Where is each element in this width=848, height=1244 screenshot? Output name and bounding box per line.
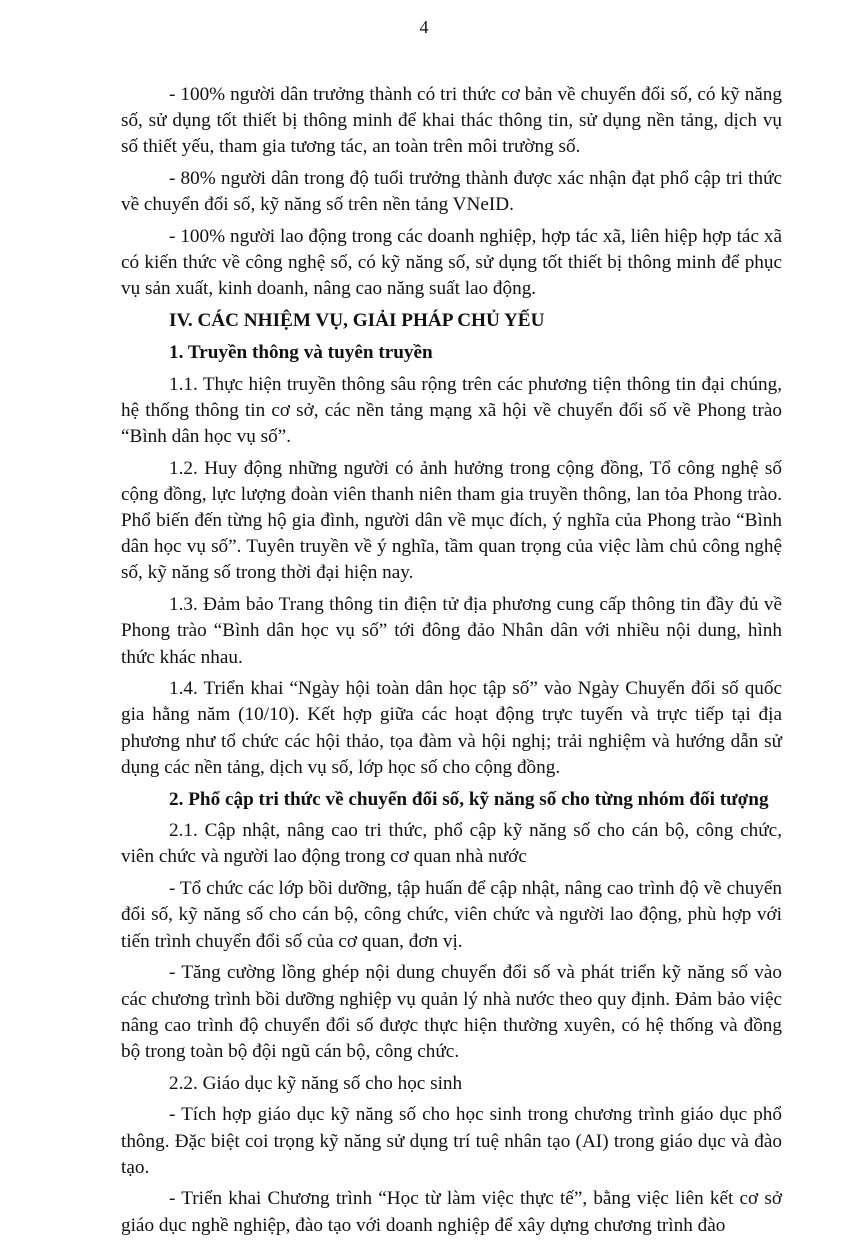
paragraph-2-1-training: - Tổ chức các lớp bồi dưỡng, tập huấn để cập nhật, nâng cao trình độ về chuyển đổi số, kỹ năng số cho cán bộ, công chức, viên chức và người lao động, phù hợp với tiến trình chuyển đổi số của cơ quan, đơn vị. bbox=[121, 878, 782, 952]
target-paragraph-vneid: - 80% người dân trong độ tuổi trưởng thành được xác nhận đạt phổ cập tri thức về chuyển đổi số, kỹ năng số trên nền tảng VNeID. bbox=[121, 168, 782, 216]
paragraph-1-2: 1.2. Huy động những người có ảnh hưởng trong cộng đồng, Tổ công nghệ số cộng đồng, lực lượng đoàn viên thanh niên tham gia truyền thông, lan tỏa Phong trào. Phổ biến đến từng hộ gia đình, người dân về mục đích, ý nghĩa của Phong trào “Bình dân học vụ số”. Tuyên truyền về ý nghĩa, tầm quan trọng của việc làm chủ công nghệ số, kỹ năng số trong thời đại hiện nay. bbox=[121, 457, 782, 584]
page-number: 4 bbox=[419, 17, 429, 37]
document-body bbox=[121, 82, 782, 1244]
paragraph-1-3: 1.3. Đảm bảo Trang thông tin điện tử địa phương cung cấp thông tin đầy đủ về Phong trào “Bình dân học vụ số” tới đông đảo Nhân dân với nhiều nội dung, hình thức khác nhau. bbox=[121, 594, 782, 668]
paragraph-2-2-ai: - Tích hợp giáo dục kỹ năng số cho học sinh trong chương trình giáo dục phổ thông. Đặc biệt coi trọng kỹ năng sử dụng trí tuệ nhân tạo (AI) trong giáo dục và đào tạo. bbox=[121, 1104, 782, 1178]
target-paragraph-adult-digital-knowledge: - 100% người dân trưởng thành có tri thức cơ bản về chuyển đổi số, có kỹ năng số, sử dụng tốt thiết bị thông minh để khai thác thông tin, sử dụng nền tảng, dịch vụ số thiết yếu, tham gia tương tác, an toàn trên môi trường số. bbox=[121, 84, 782, 158]
paragraph-2-1: 2.1. Cập nhật, nâng cao tri thức, phổ cập kỹ năng số cho cán bộ, công chức, viên chức và người lao động trong cơ quan nhà nước bbox=[121, 820, 782, 868]
section-heading-iv: IV. CÁC NHIỆM VỤ, GIẢI PHÁP CHỦ YẾU bbox=[169, 310, 545, 332]
paragraph-1-4: 1.4. Triển khai “Ngày hội toàn dân học tập số” vào Ngày Chuyển đổi số quốc gia hằng năm (10/10). Kết hợp giữa các hoạt động trực tuyến và trực tiếp tại địa phương như tổ chức các hội thảo, tọa đàm và hội nghị; trải nghiệm và hướng dẫn sử dụng các nền tảng, dịch vụ số, lớp học số cho cộng đồng. bbox=[121, 678, 782, 778]
target-paragraph-workers: - 100% người lao động trong các doanh nghiệp, hợp tác xã, liên hiệp hợp tác xã có kiến thức về công nghệ số, có kỹ năng số, sử dụng tốt thiết bị thông minh để phục vụ sản xuất, kinh doanh, nâng cao năng suất lao động. bbox=[121, 226, 782, 300]
subsection-heading-2: 2. Phổ cập tri thức về chuyển đổi số, kỹ năng số cho từng nhóm đối tượng bbox=[169, 788, 769, 810]
paragraph-2-2-practical: - Triển khai Chương trình “Học từ làm việc thực tế”, bằng việc liên kết cơ sở giáo dục nghề nghiệp, đào tạo với doanh nghiệp để xây dựng chương trình đào bbox=[121, 1188, 782, 1236]
subsection-heading-1: 1. Truyền thông và tuyên truyền bbox=[169, 341, 433, 363]
paragraph-1-1: 1.1. Thực hiện truyền thông sâu rộng trên các phương tiện thông tin đại chúng, hệ thống thông tin cơ sở, các nền tảng mạng xã hội về chuyển đổi số về Phong trào “Bình dân học vụ số”. bbox=[121, 373, 782, 447]
paragraph-2-1-integration: - Tăng cường lồng ghép nội dung chuyển đổi số và phát triển kỹ năng số vào các chương trình bồi dưỡng nghiệp vụ quản lý nhà nước theo quy định. Đảm bảo việc nâng cao trình độ chuyển đổi số được thực hiện thường xuyên, có hệ thống và đồng bộ trong toàn bộ đội ngũ cán bộ, công chức. bbox=[121, 962, 782, 1062]
paragraph-2-2: 2.2. Giáo dục kỹ năng số cho học sinh bbox=[169, 1072, 463, 1094]
